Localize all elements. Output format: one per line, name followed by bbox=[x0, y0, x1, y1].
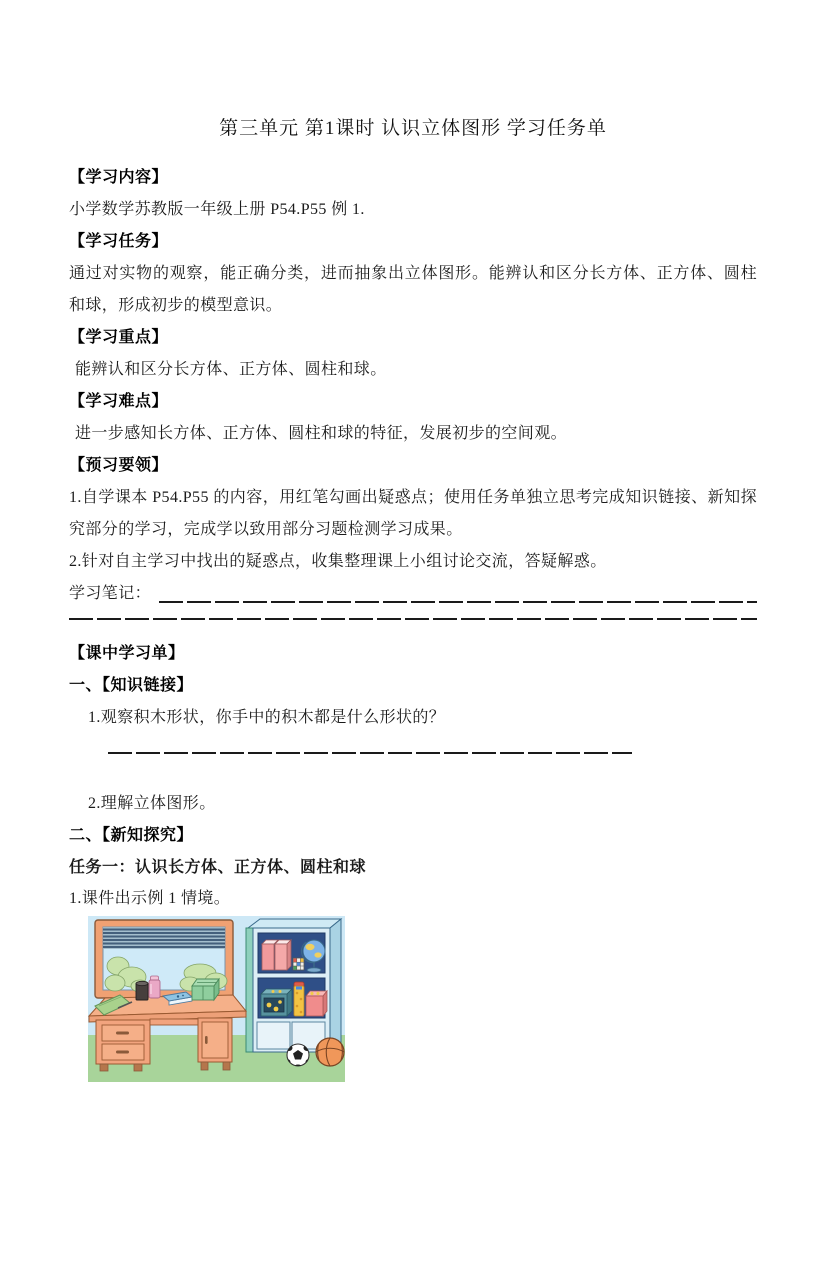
study-notes-label: 学习笔记： bbox=[69, 585, 152, 602]
write-line-answer bbox=[108, 752, 632, 754]
cabinet-door-left bbox=[257, 1022, 290, 1049]
key-point-text: 能辨认和区分长方体、正方体、圆柱和球。 bbox=[75, 361, 387, 378]
page-title: 第三单元 第1课时 认识立体图形 学习任务单 bbox=[219, 118, 607, 139]
task-one-title: 任务一：认识长方体、正方体、圆柱和球 bbox=[69, 859, 367, 876]
example-1-scene-illustration bbox=[88, 916, 345, 1082]
difficulty-text: 进一步感知长方体、正方体、圆柱和球的特征，发展初步的空间观。 bbox=[75, 425, 568, 442]
bookshelf bbox=[246, 919, 341, 1052]
preview-tip-1: 1.自学课本 P54.P55 的内容，用红笔勾画出疑惑点；使用任务单独立思考完成知识链接、新知探究部分的学习，完成学以致用部分习题检测学习成果。 bbox=[69, 489, 757, 538]
pink-thermos bbox=[149, 976, 160, 998]
knowledge-question-1: 1.观察积木形状，你手中的积木都是什么形状的？ bbox=[88, 709, 446, 726]
document-page bbox=[69, 112, 757, 1082]
learning-task-text: 通过对实物的观察，能正确分类，进而抽象出立体图形。能辨认和区分长方体、正方体、圆柱和球，形成初步的模型意识。 bbox=[69, 265, 757, 314]
heading-learning-content: 【学习内容】 bbox=[69, 169, 169, 186]
write-line-notes-2-block bbox=[69, 618, 757, 638]
heading-key-point: 【学习重点】 bbox=[69, 329, 169, 346]
learning-content-text: 小学数学苏教版一年级上册 P54.P55 例 1. bbox=[69, 201, 365, 218]
write-line-notes-2 bbox=[69, 618, 757, 620]
pink-books bbox=[262, 940, 291, 970]
knowledge-question-2: 2.理解立体图形。 bbox=[88, 795, 216, 812]
heading-in-class-sheet: 【课中学习单】 bbox=[69, 645, 185, 662]
write-line-notes-1 bbox=[159, 601, 757, 603]
pink-toy-box bbox=[306, 991, 327, 1016]
heading-preview-tips: 【预习要领】 bbox=[69, 457, 169, 474]
basketball bbox=[316, 1038, 344, 1066]
write-line-answer-block bbox=[69, 752, 757, 788]
task-one-step-1: 1.课件出示例 1 情境。 bbox=[69, 890, 231, 907]
study-notes-row bbox=[69, 578, 757, 610]
preview-tip-2: 2.针对自主学习中找出的疑惑点，收集整理课上小组讨论交流，答疑解惑。 bbox=[69, 553, 607, 570]
heading-knowledge-link: 一、【知识链接】 bbox=[69, 677, 194, 694]
rubiks-cube bbox=[293, 958, 304, 970]
black-cup bbox=[136, 981, 148, 1000]
snack-tube bbox=[294, 982, 304, 1016]
green-gift-box bbox=[192, 979, 219, 1000]
heading-new-knowledge: 二、【新知探究】 bbox=[69, 827, 194, 844]
heading-difficulty: 【学习难点】 bbox=[69, 393, 169, 410]
heading-learning-task: 【学习任务】 bbox=[69, 233, 169, 250]
pencil-box bbox=[261, 989, 292, 1016]
